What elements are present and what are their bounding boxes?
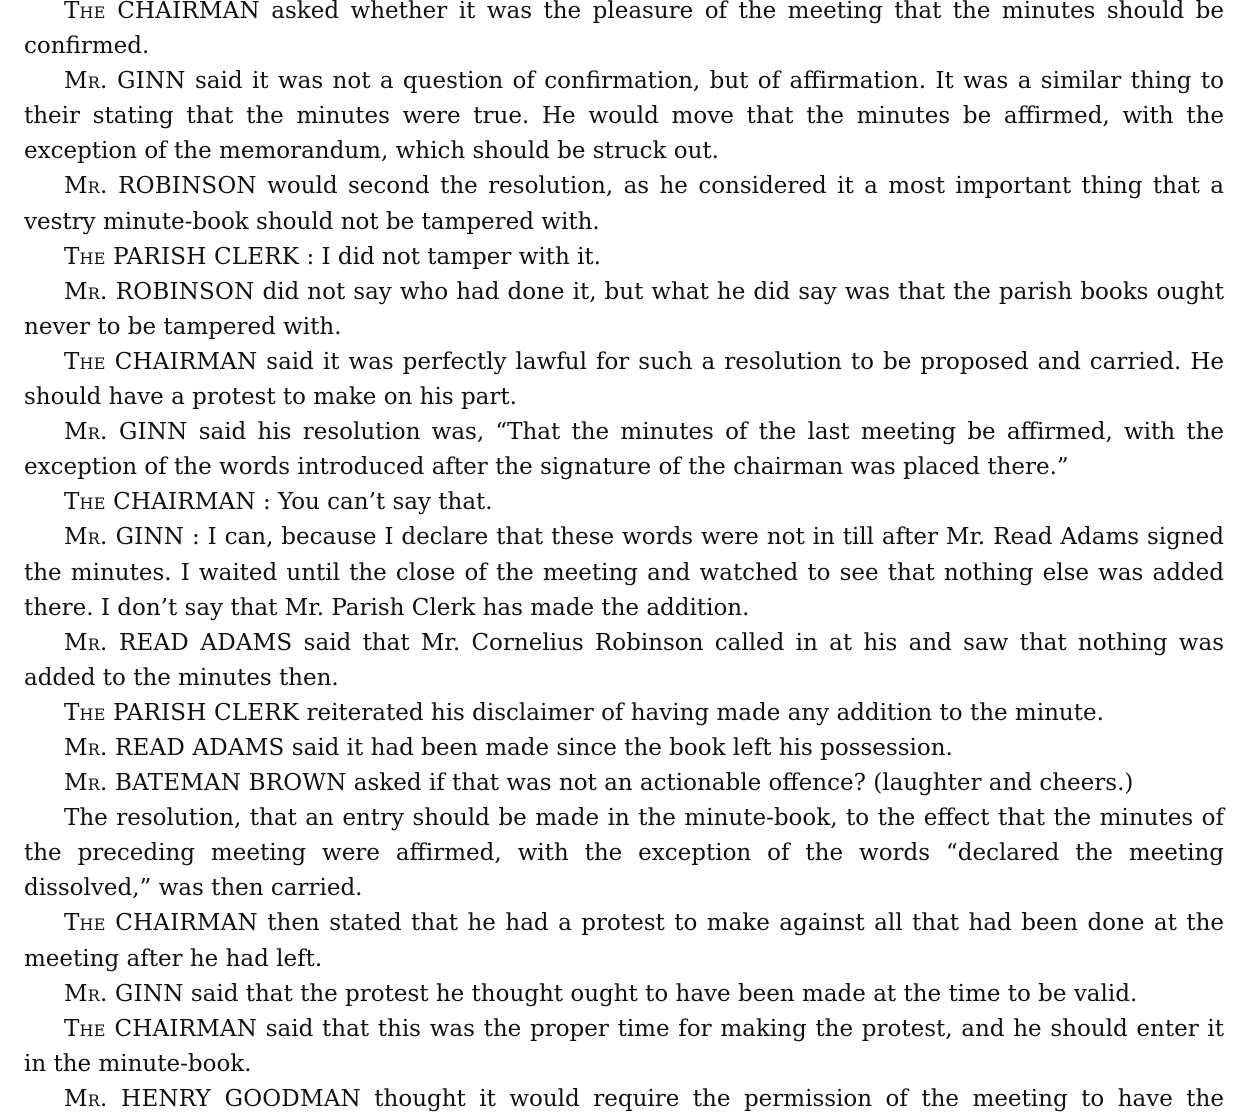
paragraph <box>24 485 1224 520</box>
paragraph <box>24 1012 1224 1082</box>
paragraph <box>24 1082 1224 1117</box>
paragraph-text: said that Mr. Cornelius Robinson called in at his and saw that nothing was added to the minutes then. <box>24 629 1224 691</box>
paragraph <box>24 731 1224 766</box>
paragraph-text: asked if that was not an actionable offence? (laughter and cheers.) <box>346 770 1134 797</box>
speaker-name: Mr. GINN <box>64 524 185 551</box>
paragraph <box>24 275 1224 345</box>
paragraph <box>24 345 1224 415</box>
paragraph <box>24 977 1224 1012</box>
speaker-name: The CHAIRMAN <box>64 348 258 375</box>
paragraph <box>24 520 1224 625</box>
paragraph-text: said that this was the proper time for making the protest, and he should enter it in the minute-book. <box>24 1015 1224 1077</box>
speaker-name: Mr. READ ADAMS <box>64 629 293 656</box>
speaker-name: The CHAIRMAN <box>64 910 258 937</box>
paragraph <box>24 801 1224 906</box>
paragraph <box>24 626 1224 696</box>
speaker-name: The PARISH CLERK <box>64 699 300 726</box>
paragraph <box>24 240 1224 275</box>
speaker-name: Mr. GINN <box>64 419 188 446</box>
paragraph-text: reiterated his disclaimer of having made any addition to the minute. <box>299 699 1104 726</box>
speaker-name: The PARISH CLERK <box>64 243 300 270</box>
speaker-name: Mr. ROBINSON <box>64 278 255 305</box>
paragraph <box>24 696 1224 731</box>
paragraph-text: said that the protest he thought ought to have been made at the time to be valid. <box>183 980 1138 1007</box>
paragraph-text: : You can’t say that. <box>255 489 493 516</box>
paragraph-text: then stated that he had a protest to make against all that had been done at the meeting after he had left. <box>24 910 1224 972</box>
paragraph-text: : I did not tamper with it. <box>299 243 601 270</box>
paragraph-text: : I can, because I declare that these words were not in till after Mr. Read Adams signed the minutes. I waited until the close of the meeting and watched to see that nothing else was added there. I don’t say that Mr. Parish Clerk has made the addition. <box>24 524 1224 621</box>
paragraph-text: did not say who had done it, but what he did say was that the parish books ought never to be tampered with. <box>24 278 1224 340</box>
paragraph <box>24 766 1224 801</box>
paragraph <box>24 64 1224 169</box>
paragraph <box>24 906 1224 976</box>
speaker-name: The CHAIRMAN <box>64 489 256 516</box>
document-page <box>24 0 1224 1117</box>
paragraph-text: said it had been made since the book left his possession. <box>284 734 953 761</box>
speaker-name: Mr. GINN <box>64 68 186 95</box>
speaker-name: Mr. READ ADAMS <box>64 734 285 761</box>
speaker-name: The CHAIRMAN <box>64 1015 258 1042</box>
paragraph-text: would second the resolution, as he considered it a most important thing that a vestry minute-book should not be tampered with. <box>24 173 1224 235</box>
speaker-name: The CHAIRMAN <box>64 0 260 24</box>
speaker-name: Mr. GINN <box>64 980 184 1007</box>
speaker-name: Mr. ROBINSON <box>64 173 257 200</box>
paragraph <box>24 0 1224 64</box>
paragraph-text: said it was not a question of confirmation, but of affirmation. It was a similar thing to their stating that the minutes were true. He would move that the minutes be affirmed, with the exception of the memorandum, which should be struck out. <box>24 68 1225 165</box>
paragraph-text: asked whether it was the pleasure of the meeting that the minutes should be confirmed. <box>24 0 1224 60</box>
paragraph-text: said his resolution was, “That the minutes of the last meeting be affirmed, with the exception of the words introduced after the signature of the chairman was placed there.” <box>24 419 1224 481</box>
paragraph <box>24 169 1224 239</box>
paragraph-text: The resolution, that an entry should be made in the minute-book, to the effect that the minutes of the preceding meeting were affirmed, with the exception of the words “declared the meeting dissolved,” was then carried. <box>24 805 1224 902</box>
paragraph <box>24 415 1224 485</box>
paragraph-text: thought it would require the permission of the meeting to have the <box>360 1085 1224 1112</box>
paragraph-text: said it was perfectly lawful for such a resolution to be proposed and carried. He should have a protest to make on his part. <box>24 348 1225 411</box>
speaker-name: Mr. HENRY GOODMAN <box>64 1085 361 1112</box>
speaker-name: Mr. BATEMAN BROWN <box>64 770 347 797</box>
